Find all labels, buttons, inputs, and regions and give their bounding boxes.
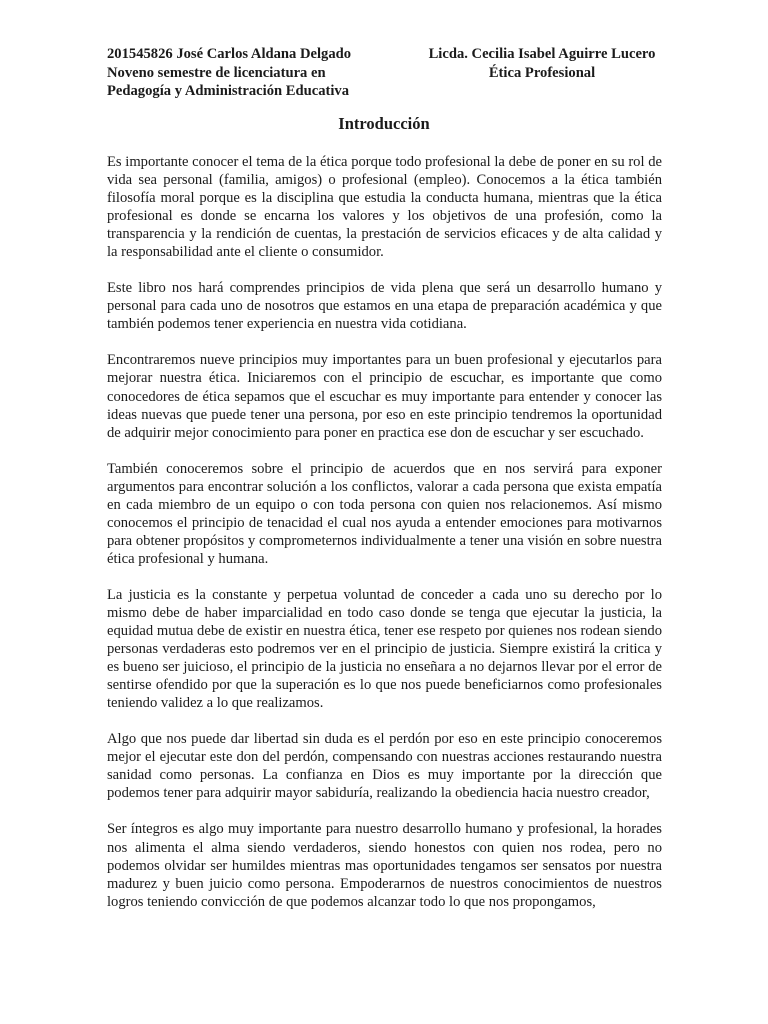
author-block xyxy=(107,45,351,101)
course-block xyxy=(420,45,664,82)
author-line-3: Pedagogía y Administración Educativa xyxy=(107,83,350,99)
paragraph: Este libro nos hará comprendes principios de vida plena que será un desarrollo humano y personal para cada uno de nosotros que estamos en una etapa de preparación académica y que también podemos tener experiencia en nuestra vida cotidiana. xyxy=(107,280,662,333)
teacher-name: Licda. Cecilia Isabel Aguirre Lucero xyxy=(428,46,656,62)
author-line-2: Noveno semestre de licenciatura en xyxy=(107,64,326,81)
course-name: Ética Profesional xyxy=(488,64,596,81)
author-line-1: 201545826 José Carlos Aldana Delgado xyxy=(107,46,352,62)
document-body xyxy=(107,153,662,929)
paragraph: También conoceremos sobre el principio de acuerdos que en nos servirá para exponer argumentos para encontrar solución a los conflictos, valorar a cada persona que exista empatía en cada miembro de un equipo o con toda persona con quien nos relacionemos. Así mismo conocemos el principio de tenacidad el cual nos ayuda a entender emociones para motivarnos para obtener propósitos y comprometernos individualmente a tener una visión en sobre nuestra ética profesional y humana. xyxy=(107,460,662,567)
paragraph: Es importante conocer el tema de la ética porque todo profesional la debe de poner en su rol de vida sea personal (familia, amigos) o profesional (empleo). Conocemos a la ética también filosofía moral porque es la disciplina que estudia la conducta humana, mientras que la ética profesional es donde se encarna los valores y los objetivos de una profesión, como la transparencia y la rendición de cuentas, la prestación de servicios eficaces y de alta calidad y la responsabilidad ante el cliente o consumidor. xyxy=(107,154,662,261)
paragraph: Encontraremos nueve principios muy importantes para un buen profesional y ejecutarlos para mejorar nuestra ética. Iniciaremos con el principio de escuchar, es importante que como conocedores de ética sepamos que el escuchar es muy importante para entender y conocer las ideas nuevas que puede tener una persona, por eso en este principio tendremos la oportunidad de adquirir mejor conocimiento para poner en practica ese don de escuchar y ser escuchado. xyxy=(107,352,662,441)
paragraph: La justicia es la constante y perpetua voluntad de conceder a cada uno su derecho por lo mismo debe de haber imparcialidad en todo caso donde se tenga que ejecutar la justicia, la equidad mutua debe de existir en nuestra ética, tener ese respeto por quienes nos rodean siendo personas verdaderas esto podremos ver en el principio de justicia. Siempre existirá la critica y es bueno ser juicioso, el principio de la justicia no enseñara a no dejarnos llevar por el error de sentirse ofendido por que la superación es lo que nos puede beneficiarnos como profesionales teniendo validez a lo que realizamos. xyxy=(107,586,662,712)
page-title: Introducción xyxy=(338,114,430,133)
paragraph: Algo que nos puede dar libertad sin duda es el perdón por eso en este principio conoceremos mejor el ejecutar este don del perdón, compensando con nuestras acciones restaurando nuestra sanidad como personas. La confianza en Dios es muy importante por la dirección que podemos tener para adquirir mayor sabiduría, realizando la obediencia hacia nuestro creador, xyxy=(107,731,662,802)
paragraph: Ser íntegros es algo muy importante para nuestro desarrollo humano y profesional, la horades nos alimenta el alma siendo verdaderos, siendo honestos con quien nos rodea, pero no podemos olvidar ser humildes mientras mas oportunidades tengamos ser sensatos por nuestra madurez y buen juicio como persona. Empoderarnos de nuestros conocimientos de nuestros logros teniendo convicción de que podemos alcanzar todo lo que nos propongamos, xyxy=(107,821,662,910)
